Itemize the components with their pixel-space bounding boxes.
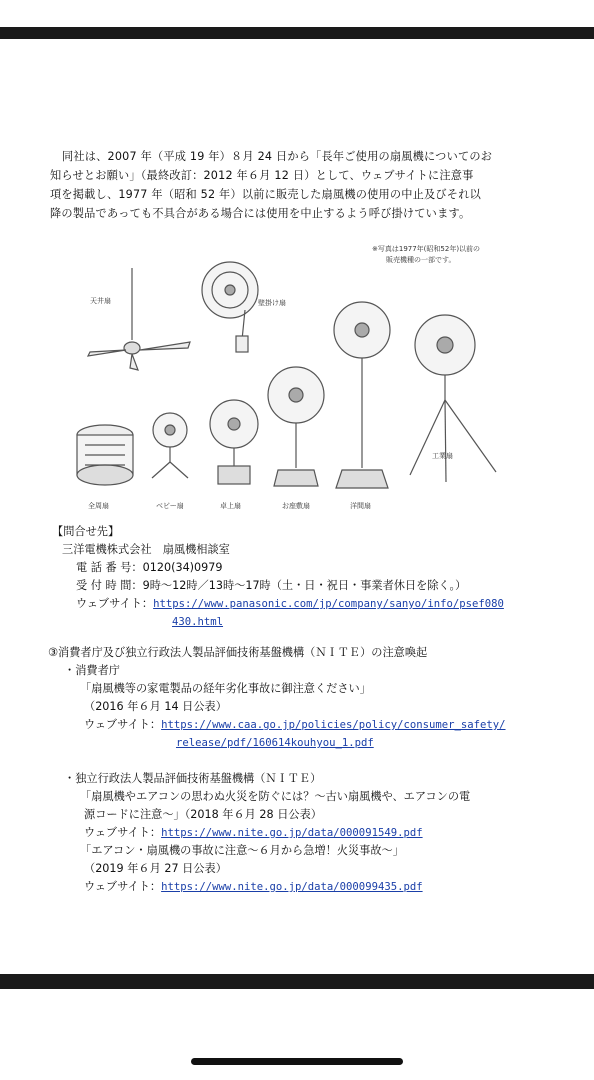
caa-url-line2[interactable]: release/pdf/160614kouhyou_1.pdf	[176, 737, 374, 749]
contact-web-row	[52, 595, 552, 613]
nite-web-row-2	[48, 878, 558, 896]
label-box-fan: 全周扇	[88, 502, 109, 510]
caa-name: ・消費者庁	[64, 664, 120, 677]
nite-web-row-1	[48, 824, 558, 842]
fan-photo	[60, 240, 560, 520]
contact-section	[52, 523, 552, 631]
nite-title1-line2: 源コードに注意～」（2018 年６月 28 日公表）	[84, 808, 322, 821]
intro-line-2: 知らせとお願い」（最終改訂：2012 年６月 12 日）として、ウェブサイトに注意事	[50, 169, 474, 182]
section-3-heading: ③消費者庁及び独立行政法人製品評価技術基盤機構（ＮＩＴＥ）の注意喚起	[48, 646, 428, 659]
nite-date2: （2019 年６月 27 日公表）	[84, 862, 227, 875]
nite-web-label-1: ウェブサイト：	[84, 826, 162, 839]
caa-date: （2016 年６月 14 日公表）	[84, 700, 227, 713]
hours-label: 受 付 時 間：	[76, 579, 143, 592]
label-desk-fan: 卓上扇	[220, 502, 241, 510]
intro-paragraph	[50, 147, 550, 223]
nite-title2: 「エアコン・扇風機の事故に注意～６月から急増！火災事故～」	[80, 844, 404, 857]
top-bar	[0, 27, 594, 39]
nite-url-2[interactable]: https://www.nite.go.jp/data/000099435.pdf	[161, 881, 423, 893]
nite-url-1[interactable]: https://www.nite.go.jp/data/000091549.pdf	[161, 827, 423, 839]
hours-value: 9時～12時／13時～17時（土・日・祝日・事業者休日を除く。）	[142, 579, 467, 592]
caa-url-line1[interactable]: https://www.caa.go.jp/policies/policy/consumer_safety/	[161, 719, 506, 731]
intro-line-4: 降の製品であっても不具合がある場合には使用を中止するよう呼び掛けています。	[50, 207, 471, 220]
photo-note: ※写真は1977年(昭和52年)以前の 販売機種の一部です。	[372, 245, 481, 264]
label-ceiling-fan: 天井扇	[90, 297, 111, 305]
caa-title: 「扇風機等の家電製品の経年劣化事故に御注意ください」	[80, 682, 371, 695]
panasonic-url-line2[interactable]: 430.html	[172, 616, 224, 628]
nite-title1-line1: 「扇風機やエアコンの思わぬ火災を防ぐには？～古い扇風機や、エアコンの電	[80, 790, 471, 803]
nite-web-label-2: ウェブサイト：	[84, 880, 162, 893]
label-wall-fan: 壁掛け扇	[258, 299, 286, 307]
fan-illustration	[60, 240, 560, 520]
home-indicator[interactable]	[191, 1058, 403, 1065]
contact-company: 三洋電機株式会社 扇風機相談室	[62, 543, 230, 556]
caa-web-row-2	[48, 734, 558, 752]
contact-hours-row	[52, 577, 552, 595]
contact-heading: 【問合せ先】	[52, 525, 120, 538]
bottom-bar	[0, 974, 594, 989]
contact-web-row-2	[52, 613, 552, 631]
section-3	[48, 644, 558, 896]
label-living-fan: 洋間扇	[350, 502, 371, 510]
nite-name: ・独立行政法人製品評価技術基盤機構（ＮＩＴＥ）	[64, 772, 322, 785]
label-baby-fan: ベビー扇	[156, 502, 184, 510]
label-floor-fan: お座敷扇	[282, 502, 310, 510]
phone-number: 0120(34)0979	[142, 561, 223, 574]
caa-web-label: ウェブサイト：	[84, 718, 162, 731]
phone-label: 電 話 番 号：	[76, 561, 143, 574]
intro-line-1: 同社は、2007 年（平成 19 年）８月 24 日から「長年ご使用の扇風機についてのお	[62, 150, 493, 163]
label-industrial-fan: 工業扇	[432, 452, 453, 460]
intro-line-3: 項を掲載し、1977 年（昭和 52 年）以前に販売した扇風機の使用の中止及びそれ以	[50, 188, 481, 201]
panasonic-url-line1[interactable]: https://www.panasonic.com/jp/company/sanyo/info/psef080	[153, 598, 504, 610]
caa-web-row	[48, 716, 558, 734]
contact-phone-row	[52, 559, 552, 577]
web-label: ウェブサイト：	[76, 597, 154, 610]
